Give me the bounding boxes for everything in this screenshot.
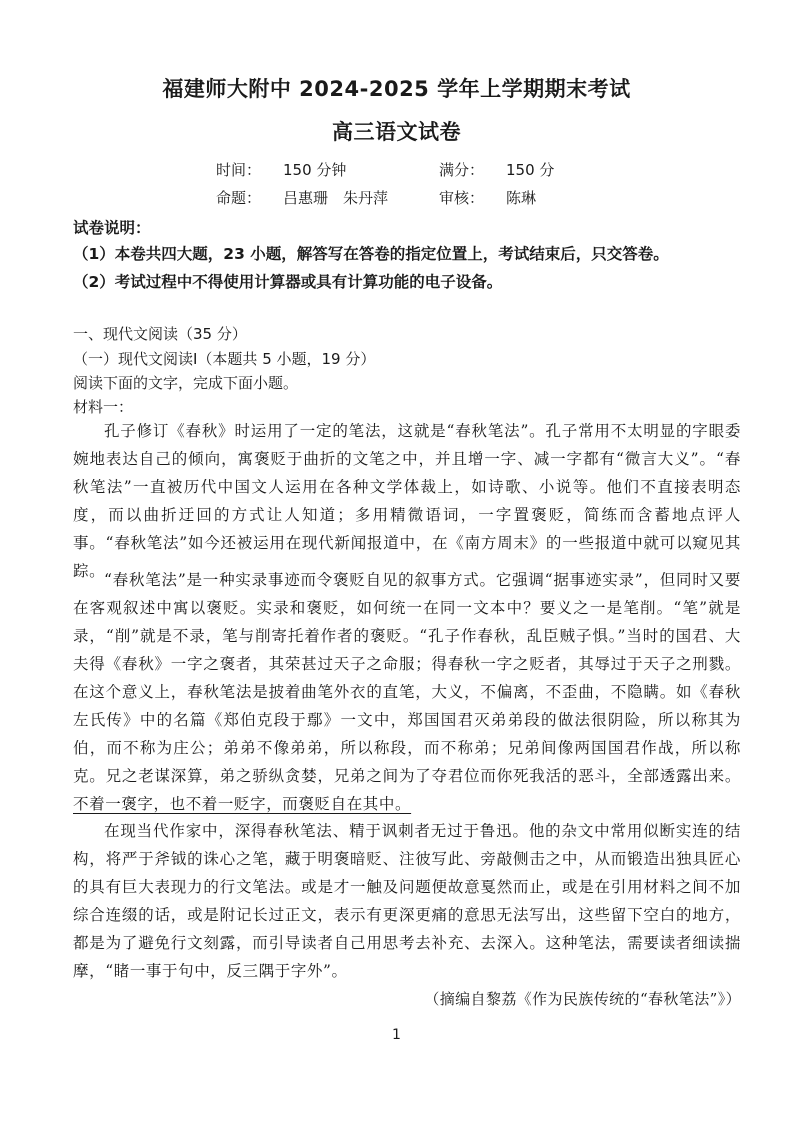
instruction-item-2: （2）考试过程中不得使用计算器或具有计算功能的电子设备。 (73, 273, 503, 291)
passage-source: （摘编自黎荔《作为民族传统的“春秋笔法”》） (424, 990, 741, 1008)
passage-paragraph-3: 在现当代作家中，深得春秋笔法、精于讽刺者无过于鲁迅。他的杂文中常用似断实连的结构，将严于斧钺的诛心之笔，藏于明褒暗贬、注彼写此、旁敲侧击之中，从而锻造出独具匠心的具有巨大表现力的行文笔法。或是才一触及问题便故意戛然而止，或是在引用材料之间不加综合连缀的话，或是附记长过正文，表示有更深更痛的意思无法写出，这些留下空白的地方，都是为了避免行文刻露，而引导读者自己用思考去补充、去深入。这种笔法，需要读者细读揣摩，“睹一事于句中，反三隅于字外”。 (73, 822, 741, 980)
section-heading: 一、现代文阅读（35 分） (73, 325, 247, 343)
time-label: 时间： (216, 161, 262, 179)
passage-paragraph-2-text: “春秋笔法”是一种实录事迹而令褒贬自见的叙事方式。它强调“据事迹实录”，但同时又要在客观叙述中寓以褒贬。实录和褒贬，如何统一在同一文本中？要义之一是笔削。“笔”就是录，“削”就是不录，笔与削寄托着作者的褒贬。“孔子作春秋，乱臣贼子惧。”当时的国君、大夫得《春秋》一字之褒者，其荣甚过天子之命服；得春秋一字之贬者，其辱过于天子之刑戮。在这个意义上，春秋笔法是披着曲笔外衣的直笔，大义，不偏离，不歪曲，不隐瞒。如《春秋左氏传》中的名篇《郑伯克段于鄢》一文中，郑国国君灭弟弟段的做法很阴险，所以称其为伯，而不称为庄公；弟弟不像弟弟，所以称段，而不称弟；兄弟间像两国国君作战，所以称克。兄之老谋深算，弟之骄纵贪婪，兄弟之间为了夺君位而你死我活的恶斗，全部透露出来。 (73, 571, 741, 785)
score-value: 150 分 (506, 161, 555, 179)
instruction-item-1: （1）本卷共四大题，23 小题，解答写在答卷的指定位置上，考试结束后，只交答卷。 (73, 245, 669, 263)
author-value: 吕惠珊 朱丹萍 (283, 189, 389, 207)
author-label: 命题： (216, 189, 262, 207)
material-label: 材料一： (73, 398, 134, 416)
instructions-heading: 试卷说明： (73, 219, 151, 237)
passage-paragraph-1: 孔子修订《春秋》时运用了一定的笔法，这就是“春秋笔法”。孔子常用不太明显的字眼委婉地表达自己的倾向，寓褒贬于曲折的文笔之中，并且增一字、减一字都有“微言大义”。“春秋笔法”一直被历代中国文人运用在各种文学体裁上，如诗歌、小说等。他们不直接表明态度，而以曲折迂回的方式让人知道；多用精微语词，一字置褒贬，简练而含蓄地点评人事。“春秋笔法”如今还被运用在现代新闻报道中，在《南方周末》的一些报道中就可以窥见其踪。 (73, 422, 741, 580)
reviewer-label: 审核： (439, 189, 485, 207)
score-label: 满分： (439, 161, 485, 179)
passage-paragraph-2 (73, 566, 741, 818)
exam-subtitle: 高三语文试卷 (332, 120, 461, 144)
page-number: 1 (392, 1027, 401, 1043)
underlined-sentence: 不着一褒字，也不着一贬字，而褒贬自在其中。 (73, 795, 412, 813)
exam-title: 福建师大附中 2024-2025 学年上学期期末考试 (162, 77, 631, 101)
section-subheading: （一）现代文阅读Ⅰ（本题共 5 小题，19 分） (73, 350, 376, 368)
reviewer-value: 陈琳 (506, 189, 537, 207)
reading-direction: 阅读下面的文字，完成下面小题。 (73, 374, 299, 392)
time-value: 150 分钟 (283, 161, 347, 179)
